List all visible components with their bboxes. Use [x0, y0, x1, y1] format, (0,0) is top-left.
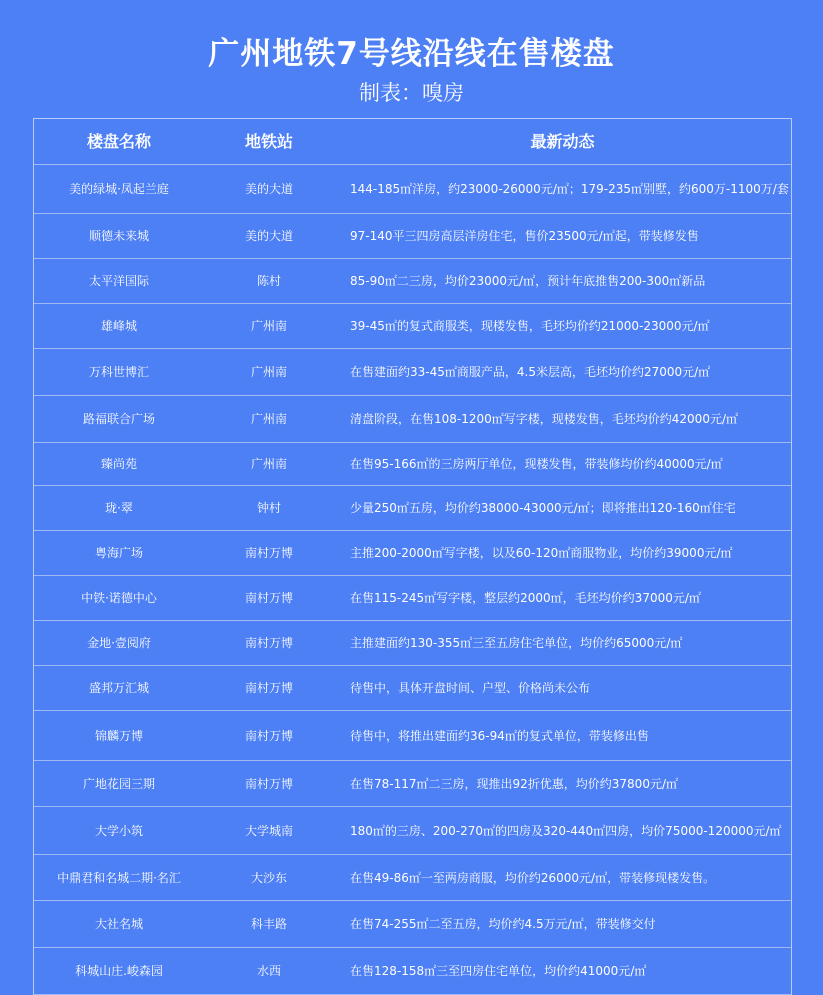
- table-row: [34, 711, 791, 761]
- metro-station-cell: 科丰路: [250, 917, 287, 931]
- project-name-cell: 锦麟万博: [94, 728, 143, 743]
- table-row: [34, 259, 791, 304]
- latest-news-cell: 主推200-2000㎡写字楼，以及60-120㎡商服物业，均价约39000元/㎡: [350, 546, 733, 560]
- table-row: [34, 214, 791, 259]
- table-row: [34, 349, 791, 396]
- metro-station-cell: 广州南: [250, 319, 287, 333]
- table-row: [34, 761, 791, 807]
- table-row: [34, 304, 791, 349]
- latest-news-cell: 在售74-255㎡二至五房，均价约4.5万元/㎡，带装修交付: [350, 917, 656, 931]
- table-row: [34, 443, 791, 486]
- header-latest-news: 最新动态: [530, 131, 595, 151]
- header-project-name: 楼盘名称: [86, 131, 151, 151]
- header-metro-station: 地铁站: [244, 131, 293, 151]
- metro-station-cell: 南村万博: [244, 681, 293, 695]
- table-row: [34, 531, 791, 576]
- latest-news-cell: 清盘阶段，在售108-1200㎡写字楼，现楼发售，毛坯均价约42000元/㎡: [350, 412, 738, 426]
- table-row: [34, 486, 791, 531]
- table-row: [34, 165, 791, 214]
- metro-station-cell: 广州南: [250, 412, 287, 426]
- latest-news-cell: 在售95-166㎡的三房两厅单位，现楼发售，带装修均价约40000元/㎡: [350, 457, 723, 471]
- table-row: [34, 396, 791, 443]
- table-row: [34, 666, 791, 711]
- project-name-cell: 路福联合广场: [82, 412, 155, 426]
- project-name-cell: 雄峰城: [100, 319, 137, 333]
- project-name-cell: 大学小筑: [94, 823, 143, 838]
- project-name-cell: 大社名城: [94, 917, 143, 931]
- project-name-cell: 珑·翠: [105, 501, 133, 515]
- project-name-cell: 顺德未来城: [88, 229, 149, 243]
- metro-station-cell: 大学城南: [244, 823, 293, 838]
- metro-station-cell: 广州南: [250, 457, 287, 471]
- latest-news-cell: 144-185㎡洋房，约23000-26000元/㎡；179-235㎡别墅，约600万-1100万/套: [350, 182, 789, 196]
- project-name-cell: 科城山庄.峻森园: [75, 964, 163, 978]
- latest-news-cell: 主推建面约130-355㎡三至五房住宅单位，均价约65000元/㎡: [350, 636, 683, 650]
- metro-station-cell: 南村万博: [244, 591, 293, 605]
- latest-news-cell: 97-140平三四房高层洋房住宅，售价23500元/㎡起，带装修发售: [350, 229, 699, 243]
- project-name-cell: 万科世博汇: [88, 365, 149, 379]
- latest-news-cell: 39-45㎡的复式商服类，现楼发售，毛坯均价约21000-23000元/㎡: [350, 319, 710, 333]
- project-name-cell: 金地·壹阅府: [87, 636, 151, 650]
- metro-station-cell: 美的大道: [244, 182, 293, 196]
- table-row: [34, 901, 791, 948]
- latest-news-cell: 180㎡的三房、200-270㎡的四房及320-440㎡四房，均价75000-120000元/㎡: [350, 823, 782, 838]
- page-subtitle: 制表：嗅房: [359, 81, 464, 105]
- metro-station-cell: 陈村: [256, 274, 281, 288]
- metro-station-cell: 南村万博: [244, 636, 293, 650]
- metro-station-cell: 水西: [256, 964, 281, 978]
- latest-news-cell: 在售115-245㎡写字楼，整层约2000㎡，毛坯均价约37000元/㎡: [350, 591, 701, 605]
- listing-table: [33, 118, 792, 995]
- latest-news-cell: 在售78-117㎡二三房，现推出92折优惠，均价约37800元/㎡: [350, 776, 678, 791]
- table-row: [34, 855, 791, 901]
- metro-station-cell: 南村万博: [244, 546, 293, 560]
- metro-station-cell: 南村万博: [244, 728, 293, 743]
- metro-station-cell: 美的大道: [244, 229, 293, 243]
- project-name-cell: 中铁·诺德中心: [81, 591, 157, 605]
- latest-news-cell: 待售中，具体开盘时间、户型、价格尚未公布: [350, 681, 591, 695]
- project-name-cell: 太平洋国际: [88, 274, 149, 288]
- latest-news-cell: 85-90㎡二三房，均价23000元/㎡，预计年底推售200-300㎡新品: [350, 274, 706, 288]
- table-body: [34, 165, 791, 995]
- metro-station-cell: 广州南: [250, 365, 287, 379]
- table-row: [34, 807, 791, 855]
- metro-station-cell: 钟村: [256, 501, 281, 515]
- latest-news-cell: 少量250㎡五房，均价约38000-43000元/㎡；即将推出120-160㎡住宅: [350, 501, 736, 515]
- latest-news-cell: 在售128-158㎡三至四房住宅单位，均价约41000元/㎡: [350, 964, 647, 978]
- metro-station-cell: 大沙东: [250, 870, 287, 885]
- project-name-cell: 中鼎君和名城二期·名汇: [57, 870, 181, 885]
- latest-news-cell: 在售建面约33-45㎡商服产品，4.5米层高，毛坯均价约27000元/㎡: [350, 365, 711, 379]
- project-name-cell: 臻尚苑: [100, 457, 137, 471]
- table-row: [34, 576, 791, 621]
- project-name-cell: 广地花园三期: [82, 776, 155, 791]
- project-name-cell: 粤海广场: [94, 546, 143, 560]
- latest-news-cell: 待售中，将推出建面约36-94㎡的复式单位，带装修出售: [350, 728, 649, 743]
- project-name-cell: 美的绿城·凤起兰庭: [69, 182, 169, 196]
- latest-news-cell: 在售49-86㎡一至两房商服，均价约26000元/㎡，带装修现楼发售。: [350, 870, 716, 885]
- table-row: [34, 621, 791, 666]
- metro-station-cell: 南村万博: [244, 776, 293, 791]
- table-row: [34, 948, 791, 995]
- project-name-cell: 盛邦万汇城: [88, 681, 149, 695]
- table-header-row: [34, 119, 791, 165]
- page-title: 广州地铁7号线沿线在售楼盘: [208, 36, 615, 72]
